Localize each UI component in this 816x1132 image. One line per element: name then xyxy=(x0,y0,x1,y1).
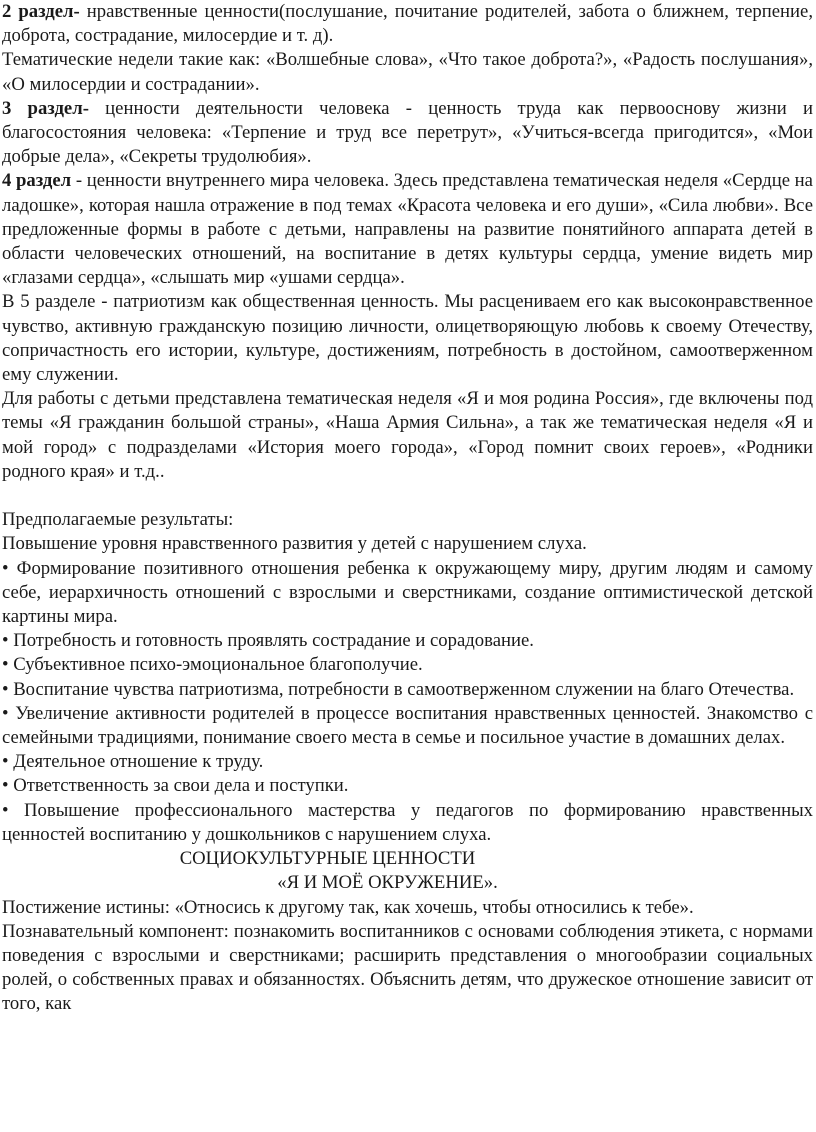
results-list-item: • Ответственность за свои дела и поступки. xyxy=(2,775,349,797)
themed-weeks-paragraph xyxy=(2,48,813,96)
results-list-item: • Воспитание чувства патриотизма, потребности в самоотверженном служении на благо Отечества. xyxy=(2,678,795,700)
results-intro: Повышение уровня нравственного развития у детей с нарушением слуха. xyxy=(2,533,587,555)
results-list-item: • Повышение профессионального мастерства у педагогов по формированию нравственных ценностей воспитанию у дошкольников с нарушением слуха. xyxy=(2,799,813,845)
section-5-paragraph xyxy=(2,290,813,387)
results-heading: Предполагаемые результаты: xyxy=(2,509,234,531)
truth-paragraph: Постижение истины: «Относись к другому так, как хочешь, чтобы относились к тебе». xyxy=(2,896,694,918)
section-4-text: - ценности внутреннего мира человека. Здесь представлена тематическая неделя «Сердце на ладошке», которая нашла отражение в под темах «Красота человека и его души», «Сила любви». Все предложенные формы в работе с детьми, направлены на развитие понятийного аппарата детей в области человеческих отношений, на воспитание в детях культуры сердца, умение видеть мир «глазами сердца», «слышать мир «ушами сердца». xyxy=(2,170,813,289)
section-5-text: В 5 разделе - патриотизм как общественная ценность. Мы расцениваем его как высоконравственное чувство, активную гражданскую позицию личности, олицетворяющую любовь к своему Отечеству, сопричастность его истории, культуре, достижениям, потребность в достойном, самоотверженном ему служении. xyxy=(2,291,813,386)
section-4-label: 4 раздел xyxy=(2,170,72,192)
results-list-item: • Субъективное психо-эмоциональное благополучие. xyxy=(2,654,423,676)
patriotic-weeks-text: Для работы с детьми представлена тематическая неделя «Я и моя родина Россия», где включены под темы «Я гражданин большой страны», «Наша Армия Сильна», а так же тематическая неделя «Я и мой город» с подразделами «История моего города», «Город помнит своих героев», «Родники родного края» и т.д.. xyxy=(2,388,813,482)
cognitive-component-paragraph: Познавательный компонент: познакомить воспитанников с основами соблюдения этикета, с нормами поведения с взрослыми и сверстниками; расширить представления о многообразии социальных ролей, о собственных правах и обязанностях. Объяснить детям, что дружеское отношение зависит от того, как xyxy=(2,920,813,1015)
section-4-paragraph xyxy=(2,169,813,290)
section-2-label: 2 раздел- xyxy=(2,1,80,22)
sociocultural-title-line-2: «Я И МОЁ ОКРУЖЕНИЕ». xyxy=(277,872,498,894)
results-list-item: • Деятельное отношение к труду. xyxy=(2,751,264,773)
patriotic-weeks-paragraph xyxy=(2,387,813,484)
results-list-item: • Потребность и готовность проявлять сострадание и сорадование. xyxy=(2,630,534,652)
results-list-item: • Формирование позитивного отношения ребенка к окружающему миру, другим людям и самому себе, иерархичность отношений с взрослыми и сверстниками, создание оптимистической детской картины мира. xyxy=(2,557,813,628)
results-list-item: • Увеличение активности родителей в процессе воспитания нравственных ценностей. Знакомство с семейными традициями, понимание своего места в семье и посильное участие в домашних делах. xyxy=(2,702,813,749)
themed-weeks-text: Тематические недели такие как: «Волшебные слова», «Что такое доброта?», «Радость послушания», «О милосердии и сострадании». xyxy=(2,49,813,95)
section-2-text: нравственные ценности(послушание, почитание родителей, забота о ближнем, терпение, доброта, сострадание, милосердие и т. д). xyxy=(2,1,813,47)
section-3-label: 3 раздел- xyxy=(2,97,89,119)
section-3-text: ценности деятельности человека - ценность труда как первооснову жизни и благосостояния человека: «Терпение и труд все перетрут», «Учиться-всегда пригодится», «Мои добрые дела», «Секреты трудолюбия». xyxy=(2,97,813,168)
section-2-paragraph xyxy=(2,0,813,48)
sociocultural-title-line-1: СОЦИОКУЛЬТУРНЫЕ ЦЕННОСТИ xyxy=(179,848,476,870)
blank-line xyxy=(2,484,813,508)
section-3-paragraph xyxy=(2,97,813,170)
